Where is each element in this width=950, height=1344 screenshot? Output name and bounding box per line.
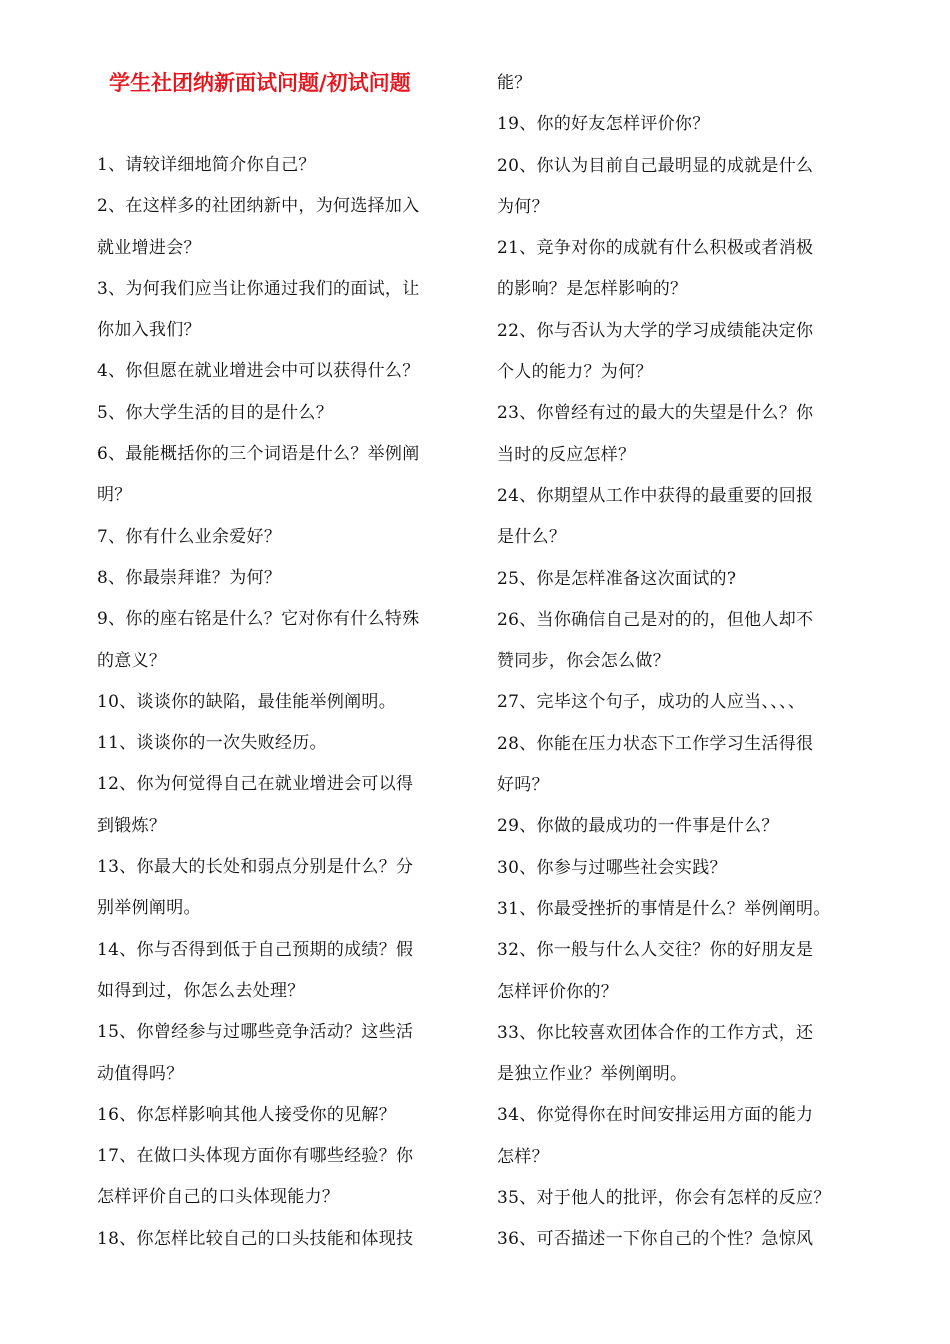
question-line: 9、你的座右铭是什么？它对你有什么特殊 [97,609,420,630]
question-line: 14、你与否得到低于自己预期的成绩？假 [97,939,414,960]
question-line: 32、你一般与什么人交往？你的好朋友是 [497,940,814,961]
question-line: 16、你怎样影响其他人接受你的见解？ [97,1104,397,1125]
question-line: 赞同步，你会怎么做？ [497,651,670,672]
question-line: 5、你大学生活的目的是什么？ [97,402,334,423]
question-line: 是什么？ [497,527,567,548]
question-line: 别举例阐明。 [97,898,201,919]
question-line: 3、为何我们应当让你通过我们的面试，让 [97,278,420,299]
question-line: 27、完毕这个句子，成功的人应当、、、、 [497,692,806,713]
question-line: 如得到过，你怎么去处理？ [97,980,305,1001]
question-line: 10、谈谈你的缺陷，最佳能举例阐明。 [97,691,397,712]
question-line: 怎样评价自己的口头体现能力？ [97,1187,340,1208]
question-line: 33、你比较喜欢团体合作的工作方式，还 [497,1022,814,1043]
question-line: 12、你为何觉得自己在就业增进会可以得 [97,774,414,795]
question-line: 为何？ [497,196,549,217]
question-line: 8、你最崇拜谁？为何？ [97,567,282,588]
question-line: 怎样评价你的？ [497,981,619,1002]
question-line: 30、你参与过哪些社会实践？ [497,857,727,878]
question-line: 23、你曾经有过的最大的失望是什么？你 [497,403,814,424]
question-line: 好吗？ [497,775,549,796]
question-line: 是独立作业？举例阐明。 [497,1064,688,1085]
document-title: 学生社团纳新面试问题/初试问题 [109,70,411,95]
question-line: 34、你觉得你在时间安排运用方面的能力 [497,1105,814,1126]
question-line: 1、请较详细地简介你自己？ [97,155,316,175]
question-line: 明？ [97,485,132,506]
question-line: 28、你能在压力状态下工作学习生活得很 [497,733,814,754]
question-line: 15、你曾经参与过哪些竞争活动？这些活 [97,1022,414,1043]
question-line: 你加入我们？ [97,320,201,341]
question-line: 20、你认为目前自己最明显的成就是什么 [497,155,814,176]
question-line: 就业增进会？ [97,237,201,258]
question-line: 到锻炼？ [97,815,167,836]
question-line: 能？ [497,73,532,93]
question-line: 18、你怎样比较自己的口头技能和体现技 [97,1228,414,1249]
question-line: 36、可否描述一下你自己的个性？急惊风 [497,1229,814,1250]
question-line: 31、你最受挫折的事情是什么？举例阐明。 [497,898,831,919]
question-line: 25、你是怎样准备这次面试的? [497,568,737,589]
question-line: 13、你最大的长处和弱点分别是什么？分 [97,857,414,878]
question-line: 7、你有什么业余爱好？ [97,526,282,547]
question-line: 6、最能概括你的三个词语是什么？举例阐 [97,444,420,465]
question-line: 17、在做口头体现方面你有哪些经验？你 [97,1146,414,1167]
question-line: 19、你的好友怎样评价你？ [497,114,710,135]
question-line: 26、当你确信自己是对的的，但他人却不 [497,609,814,630]
question-line: 11、谈谈你的一次失败经历。 [97,733,327,754]
question-line: 35、对于他人的批评，你会有怎样的反应？ [497,1188,831,1209]
question-line: 2、在这样多的社团纳新中，为何选择加入 [97,196,420,217]
left-question-list [97,145,420,1260]
question-line: 个人的能力？为何？ [497,362,653,383]
question-line: 29、你做的最成功的一件事是什么？ [497,816,779,837]
question-line: 当时的反应怎样？ [497,444,636,465]
question-line: 4、你但愿在就业增进会中可以获得什么？ [97,361,420,382]
question-line: 22、你与否认为大学的学习成绩能决定你 [497,320,814,341]
question-line: 怎样？ [497,1146,549,1167]
right-question-list [497,63,831,1261]
question-line: 动值得吗？ [97,1063,184,1084]
question-line: 的影响？是怎样影响的？ [497,279,688,300]
question-line: 的意义？ [97,650,167,671]
question-line: 24、你期望从工作中获得的最重要的回报 [497,485,814,506]
question-line: 21、竞争对你的成就有什么积极或者消极 [497,238,814,259]
